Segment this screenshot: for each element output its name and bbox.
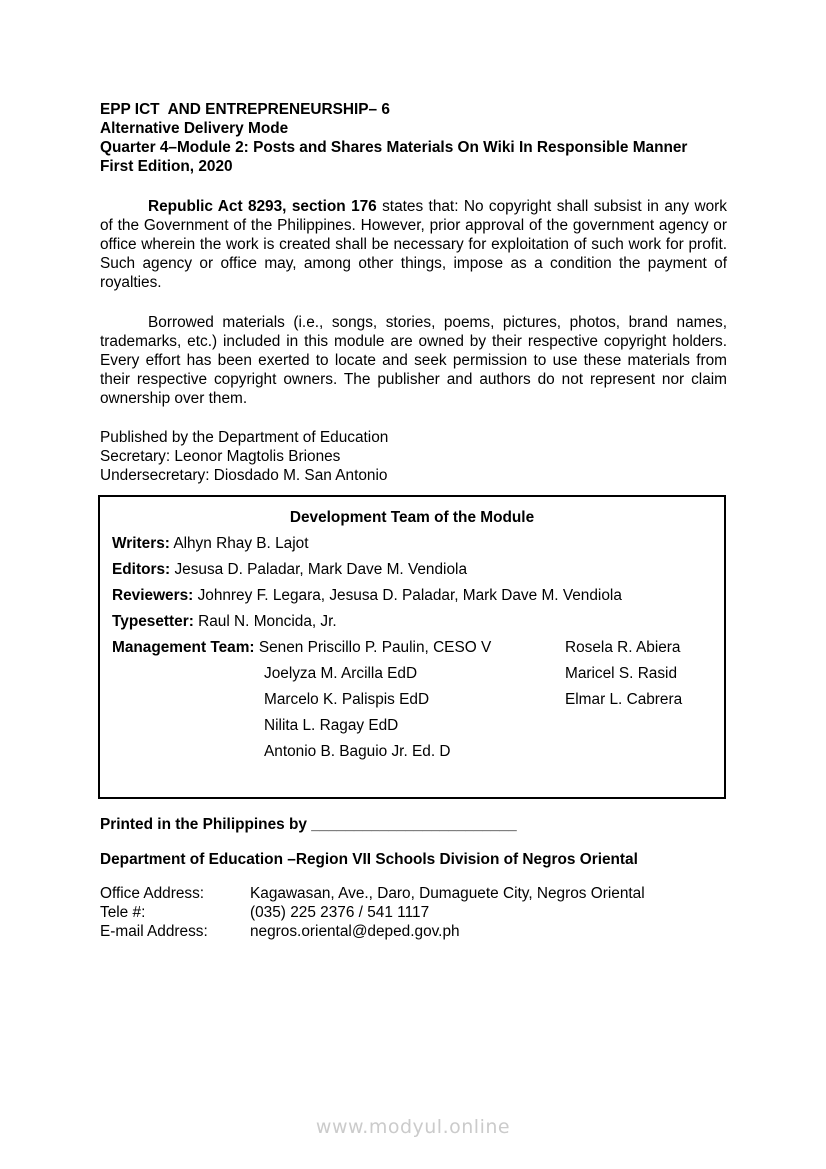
typesetter-value: Raul N. Moncida, Jr.	[198, 613, 337, 630]
office-address-value: Kagawasan, Ave., Daro, Dumaguete City, Negros Oriental	[250, 885, 645, 902]
printed-in-philippines-line	[100, 815, 727, 834]
reviewers-label: Reviewers:	[112, 587, 194, 604]
republic-act-bold-lead: Republic Act 8293, section 176	[148, 198, 377, 215]
management-member: Maricel S. Rasid	[565, 665, 678, 682]
office-address-row	[100, 884, 727, 903]
email-label: E-mail Address:	[100, 923, 208, 940]
module-subtitle-adm: Alternative Delivery Mode	[100, 120, 289, 137]
editors-row	[112, 557, 712, 583]
module-quarter-line: Quarter 4–Module 2: Posts and Shares Materials On Wiki In Responsible Manner	[100, 139, 688, 156]
republic-act-paragraph	[100, 197, 727, 292]
management-team-row	[112, 713, 712, 739]
schools-division-line: Department of Education –Region VII Schools Division of Negros Oriental	[100, 851, 638, 868]
reviewers-value: Johnrey F. Legara, Jesusa D. Paladar, Mark Dave M. Vendiola	[197, 587, 622, 604]
module-header	[100, 100, 727, 176]
editors-value: Jesusa D. Paladar, Mark Dave M. Vendiola	[174, 561, 468, 578]
printed-label: Printed in the Philippines by	[100, 816, 307, 833]
publisher-block	[100, 428, 727, 485]
management-member: Antonio B. Baguio Jr. Ed. D	[264, 743, 451, 760]
editors-label: Editors:	[112, 561, 171, 578]
management-team-row	[112, 635, 712, 661]
management-member: Senen Priscillo P. Paulin, CESO V	[258, 639, 492, 656]
typesetter-row	[112, 609, 712, 635]
management-member: Elmar L. Cabrera	[565, 691, 683, 708]
undersecretary-line: Undersecretary: Diosdado M. San Antonio	[100, 467, 388, 484]
management-member: Joelyza M. Arcilla EdD	[264, 665, 418, 682]
development-team-title: Development Team of the Module	[289, 509, 535, 526]
typesetter-label: Typesetter:	[112, 613, 194, 630]
management-team-row	[112, 739, 712, 765]
writers-value: Alhyn Rhay B. Lajot	[173, 535, 309, 552]
reviewers-row	[112, 583, 712, 609]
management-team-label: Management Team:	[112, 639, 255, 656]
watermark-url: www.modyul.online	[315, 1116, 511, 1138]
email-row	[100, 922, 727, 941]
published-by-line: Published by the Department of Education	[100, 429, 389, 446]
module-edition-line: First Edition, 2020	[100, 158, 233, 175]
management-member: Rosela R. Abiera	[565, 639, 681, 656]
email-value: negros.oriental@deped.gov.ph	[250, 923, 460, 940]
management-member: Nilita L. Ragay EdD	[264, 717, 399, 734]
telephone-label: Tele #:	[100, 904, 146, 921]
contact-block	[100, 884, 727, 941]
writers-label: Writers:	[112, 535, 170, 552]
secretary-line: Secretary: Leonor Magtolis Briones	[100, 448, 341, 465]
writers-row	[112, 531, 712, 557]
management-team-row	[112, 661, 712, 687]
module-title: EPP ICT AND ENTREPRENEURSHIP– 6	[100, 101, 390, 118]
telephone-value: (035) 225 2376 / 541 1117	[250, 904, 430, 921]
printed-blank-line: ________________________	[311, 816, 517, 833]
republic-act-body: states that: No copyright shall subsist in any work of the Government of the Philippines. However, prior approval of the government agency or office wherein the work is created shall be necessary for exploitation of such work for profit. Such agency or office may, among other things, impose as a condition the payment of royalties.	[100, 198, 727, 291]
telephone-row	[100, 903, 727, 922]
management-member: Marcelo K. Palispis EdD	[264, 691, 430, 708]
borrowed-materials-paragraph: Borrowed materials (i.e., songs, stories, poems, pictures, photos, brand names, trademarks, etc.) included in this module are owned by their respective copyright holders. Every effort has been exerted to locate and seek permission to use these materials from their respective copyright owners. The publisher and authors do not represent nor claim ownership over them.	[100, 314, 727, 407]
management-team-row	[112, 687, 712, 713]
development-team-box	[98, 495, 726, 799]
office-address-label: Office Address:	[100, 885, 205, 902]
